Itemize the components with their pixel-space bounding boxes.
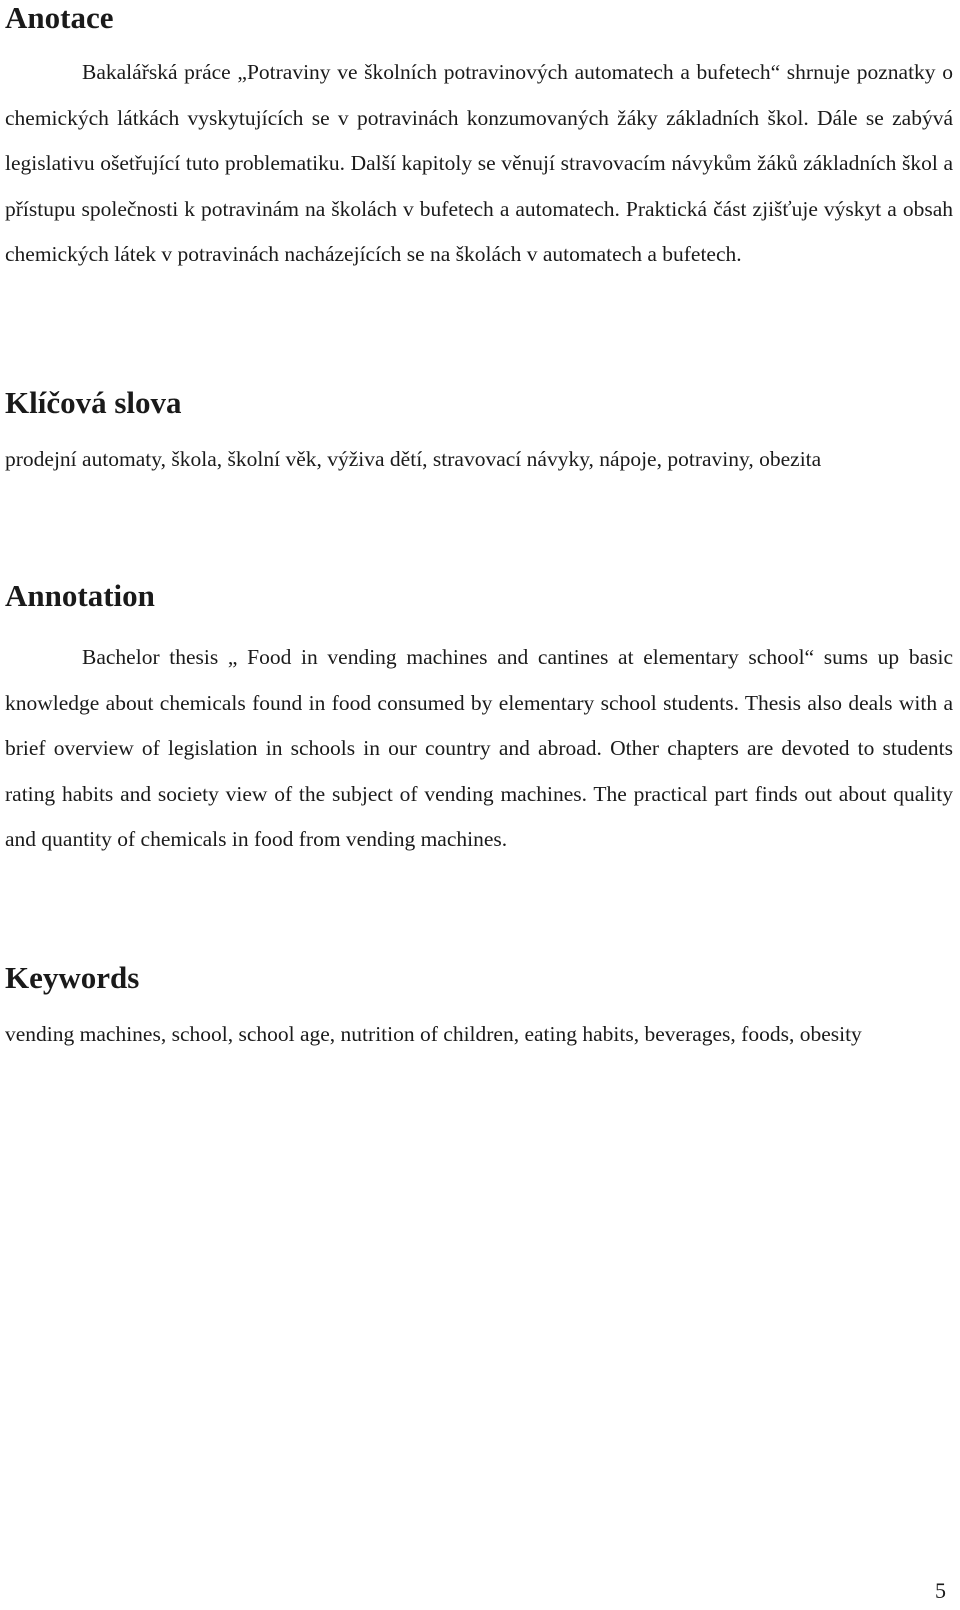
annotation-paragraph: Bachelor thesis „ Food in vending machines and cantines at elementary school“ sums up basic knowledge about chemicals found in food consumed by elementary school students. Thesis also deals with a brief overview of legislation in schools in our country and abroad. Other chapters are devoted to students rating habits and society view of the subject of vending machines. The practical part finds out about quality and quantity of chemicals in food from vending machines. (5, 645, 953, 851)
keywords-paragraph: vending machines, school, school age, nutrition of children, eating habits, beverages, foods, obesity (5, 1022, 862, 1046)
keywords-heading: Keywords (5, 960, 140, 995)
anotace-heading: Anotace (5, 0, 114, 35)
page-number: 5 (935, 1578, 946, 1603)
klicova-slova-paragraph: prodejní automaty, škola, školní věk, výživa dětí, stravovací návyky, nápoje, potraviny, obezita (5, 447, 822, 471)
anotace-paragraph: Bakalářská práce „Potraviny ve školních potravinových automatech a bufetech“ shrnuje poznatky o chemických látkách vyskytujících se v potravinách konzumovaných žáky základních škol. Dále se zabývá legislativu ošetřující tuto problematiku. Další kapitoly se věnují stravovacím návykům žáků základních škol a přístupu společnosti k potravinám na školách v bufetech a automatech. Praktická část zjišťuje výskyt a obsah chemických látek v potravinách nacházejících se na školách v automatech a bufetech. (5, 60, 953, 266)
annotation-heading: Annotation (5, 578, 155, 613)
klicova-slova-heading: Klíčová slova (5, 385, 182, 420)
